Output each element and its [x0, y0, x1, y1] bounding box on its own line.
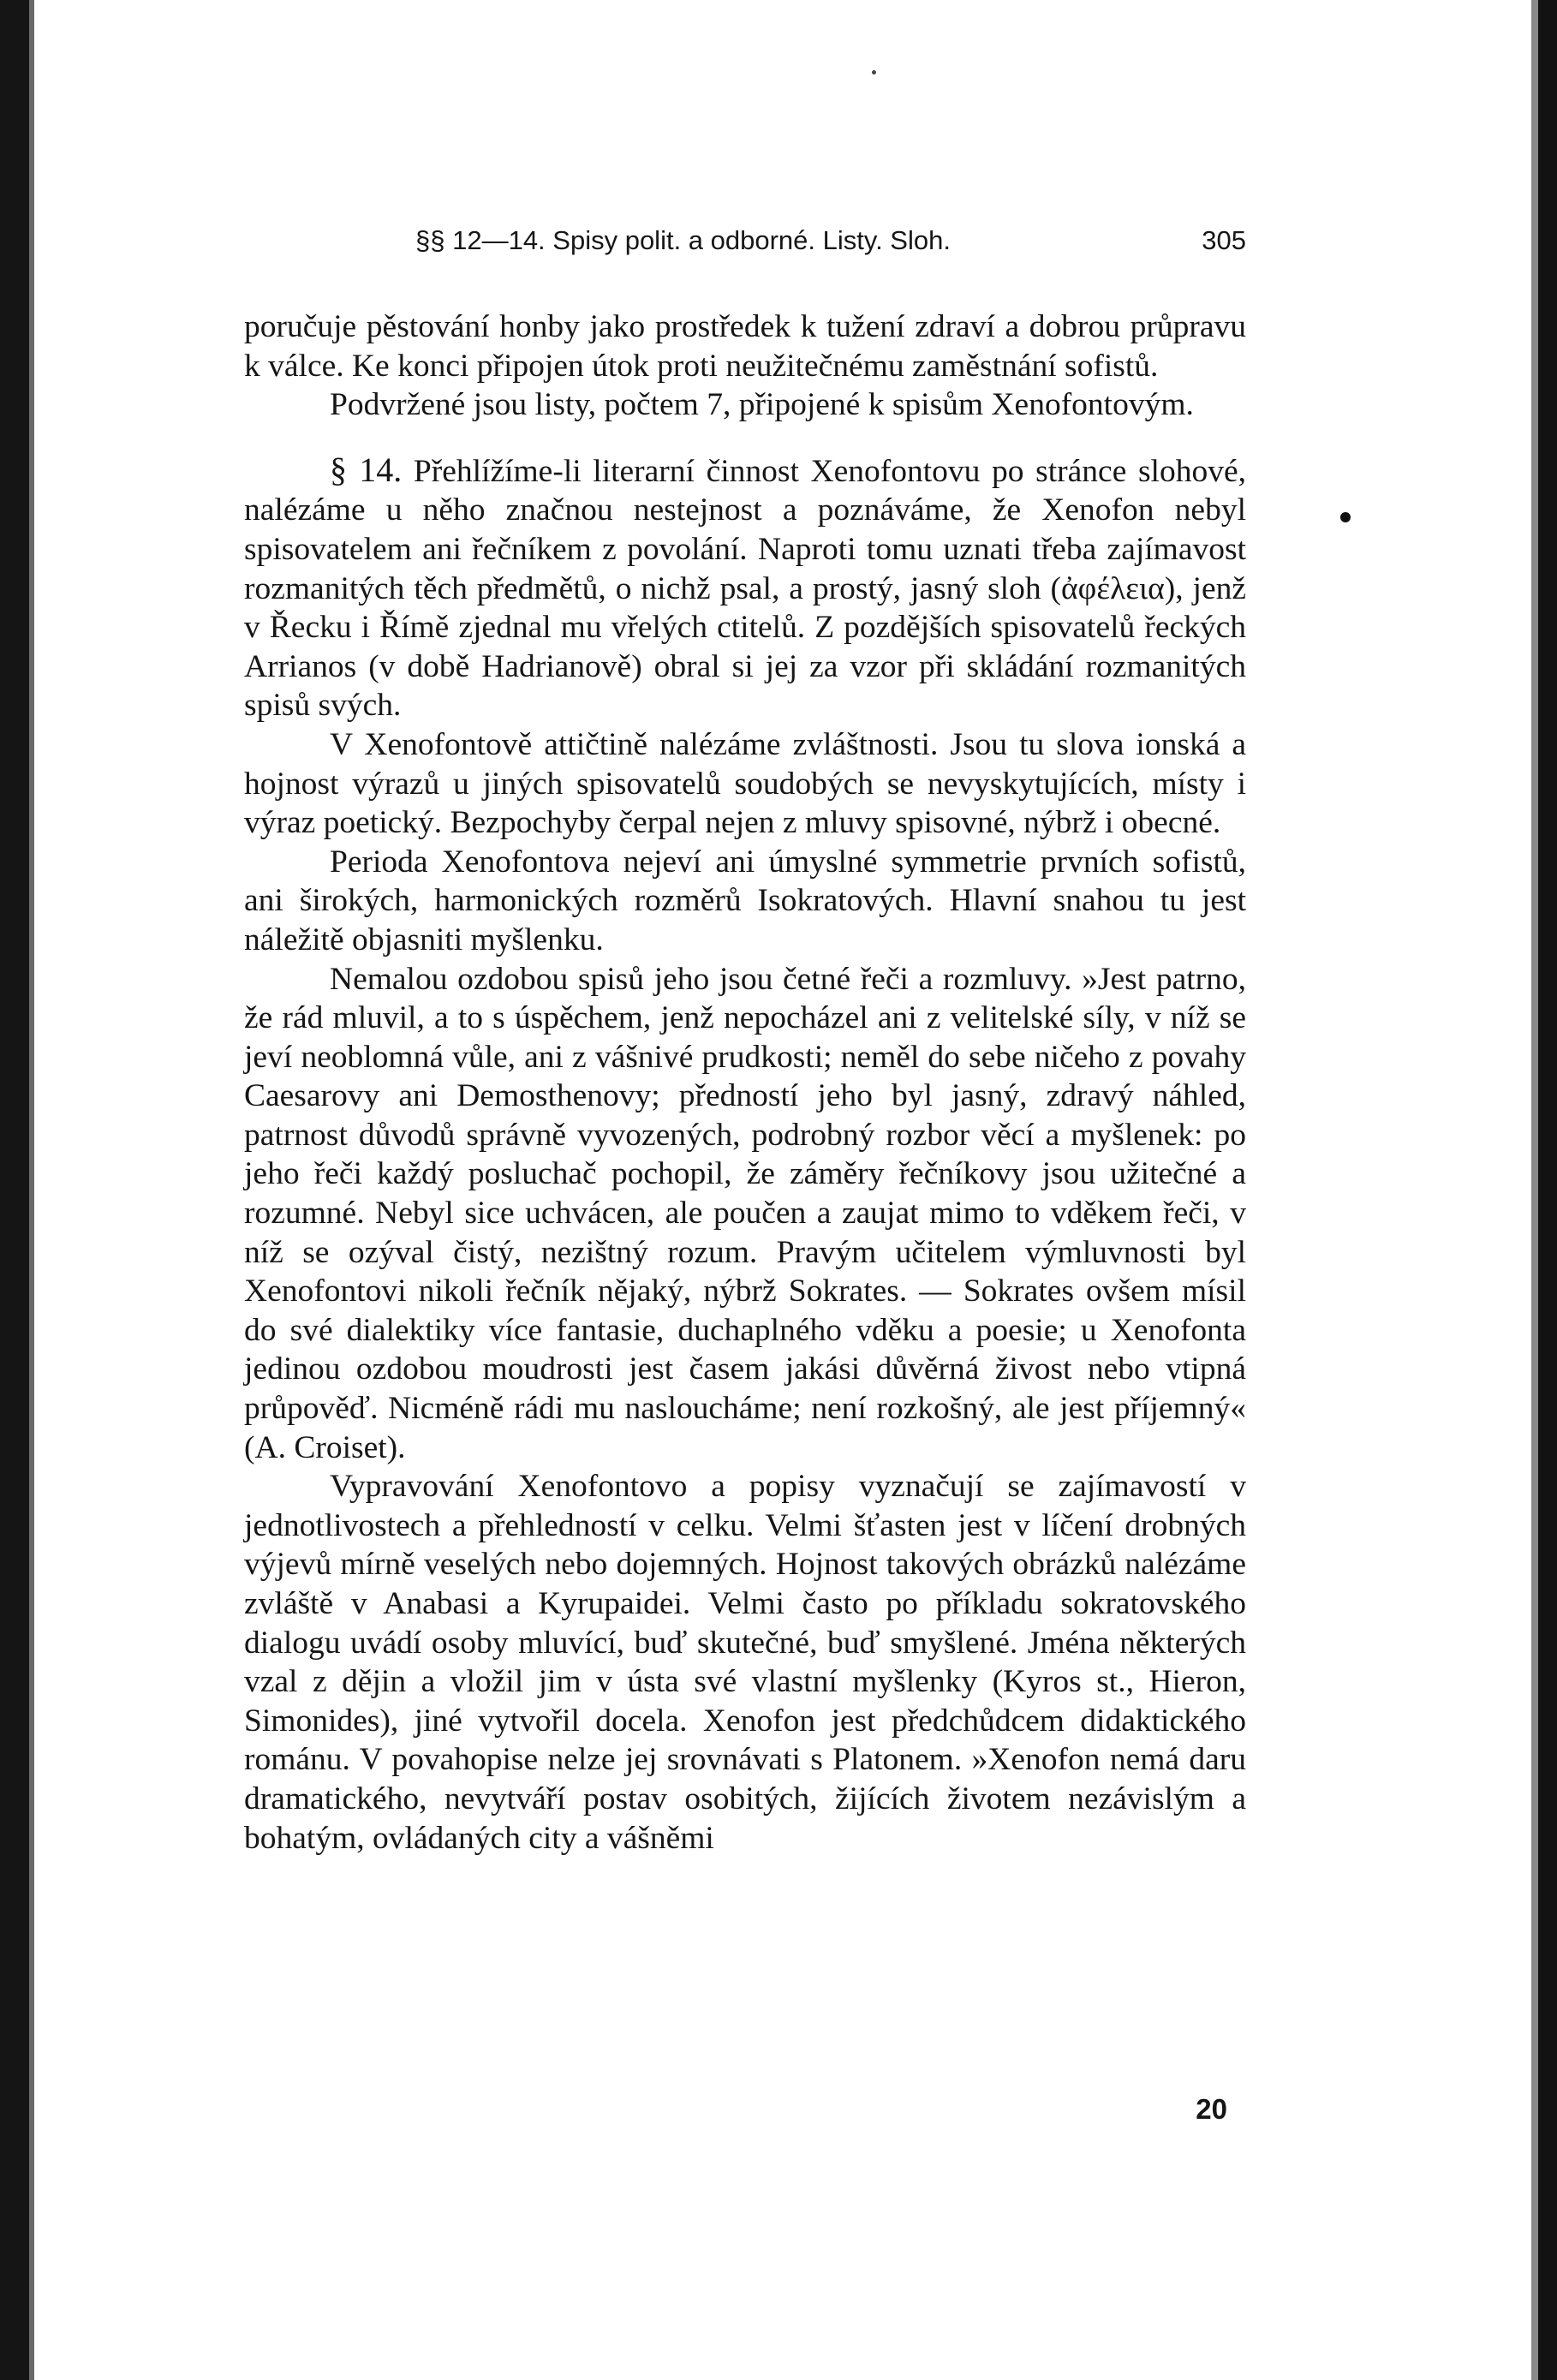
page-number: 305: [1202, 225, 1246, 255]
paragraph: Vypravování Xenofontovo a popisy vyznačují se zajímavostí v jednotlivostech a přehledností v celku. Velmi šťasten jest v líčení drobných výjevů mírně veselých nebo dojemných. Hojnost takových obrázků nalézáme zvláště v Anabasi a Kyrupaidei. Velmi často po příkladu sokratovského dialogu uvádí osoby mluvící, buď skutečné, buď smyšlené. Jména některých vzal z dějin a vložil jim v ústa své vlastní myšlenky (Kyros st., Hieron, Simonides), jiné vytvořil docela. Xenofon jest předchůdcem didaktického románu. V povahopise nelze jej srovnávati s Platonem. »Xenofon nemá daru dramatického, nevytváří postav osobitých, žijících životem nezávislým a bohatým, ovládaných city a vášněmi: [244, 1469, 1246, 1856]
ink-speck: [872, 70, 876, 75]
scan-edge-right-shadow: [1531, 0, 1538, 2380]
running-header: [244, 221, 1246, 260]
paragraph: Nemalou ozdobou spisů jeho jsou četné řeči a rozmluvy. »Jest patrno, že rád mluvil, a to s úspěchem, jenž nepocházel ani z velitelské síly, v níž se jeví neoblomná vůle, ani z vášnivé prudkosti; neměl do sebe ničeho z povahy Caesarovy ani Demosthenovy; předností jeho byl jasný, zdravý náhled, patrnost důvodů správně vyvozených, podrobný rozbor věcí a myšlenek: po jeho řeči každý posluchač pochopil, že záměry řečníkovy jsou užitečné a rozumné. Nebyl sice uchvácen, ale poučen a zaujat mimo to vděkem řeči, v níž se ozýval čistý, nezištný rozum. Pravým učitelem výmluvnosti byl Xenofontovi nikoli řečník nějaký, nýbrž Sokrates. — Sokrates ovšem mísil do své dialektiky více fantasie, duchaplného vděku a poesie; u Xenofonta jedinou ozdobou moudrosti jest časem jakási důvěrná živost nebo vtipná průpověď. Nicméně rádi mu nasloucháme; není rozkošný, ale jest příjemný« (A. Croiset).: [244, 961, 1246, 1465]
paragraph: Podvržené jsou listy, počtem 7, připojené k spisům Xenofontovým.: [330, 387, 1194, 423]
scan-edge-left: [0, 0, 29, 2380]
paragraph-continuation: poručuje pěstování honby jako prostředek k tužení zdraví a dobrou průpravu k válce. Ke konci připojen útok proti neužitečnému zaměstnání sofistů.: [244, 309, 1246, 384]
signature-mark: 20: [1196, 2093, 1227, 2125]
section-number: § 14.: [330, 450, 403, 489]
scan-edge-right: [1538, 0, 1557, 2380]
paragraph: Perioda Xenofontova nejeví ani úmyslné symmetrie prvních sofistů, ani širokých, harmonických rozměrů Isokratových. Hlavní snahou tu jest náležitě objasniti myšlenku.: [244, 844, 1246, 957]
scan-edge-left-shadow: [29, 0, 34, 2380]
page-body: [244, 307, 1246, 1858]
ink-speck: [1340, 512, 1351, 522]
header-title: §§ 12—14. Spisy polit. a odborné. Listy. Sloh.: [415, 225, 951, 255]
section-paragraph-text: Přehlížíme-li literarní činnost Xenofontovu po stránce slohové, nalézáme u něho značnou nestejnost a poznáváme, že Xenofon nebyl spisovatelem ani řečníkem z povolání. Naproti tomu uznati třeba zajímavost rozmanitých těch předmětů, o nichž psal, a prostý, jasný sloh (ἀφέλεια), jenž v Řecku i Římě zjednal mu vřelých ctitelů. Z pozdějších spisovatelů řeckých Arrianos (v době Hadrianově) obral si jej za vzor při skládání rozmanitých spisů svých.: [244, 453, 1247, 724]
paragraph: V Xenofontově attičtině nalézáme zvláštnosti. Jsou tu slova ionská a hojnost výrazů u jiných spisovatelů soudobých se nevyskytujících, místy i výraz poetický. Bezpochyby čerpal nejen z mluvy spisovné, nýbrž i obecné.: [244, 726, 1246, 841]
section-paragraph: [244, 450, 1246, 725]
